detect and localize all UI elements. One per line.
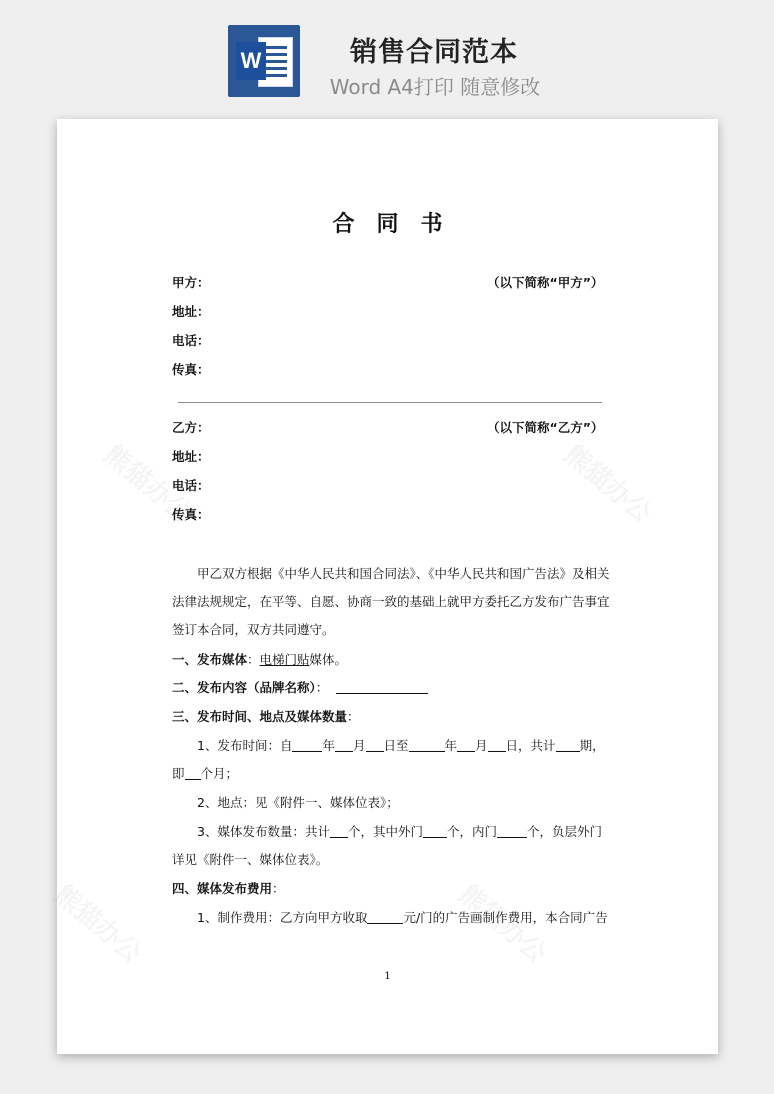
media-tail: 媒体。 bbox=[309, 652, 348, 667]
page-number: 1 bbox=[384, 971, 391, 982]
total-blank bbox=[330, 824, 348, 838]
document-page bbox=[57, 119, 718, 1054]
brand-name-blank bbox=[336, 680, 428, 694]
party-a-address: 地址： bbox=[172, 304, 210, 319]
outer-door-blank bbox=[423, 824, 447, 838]
text: 个月； bbox=[200, 766, 239, 781]
section-fees bbox=[172, 879, 285, 897]
watermark bbox=[557, 435, 660, 530]
year-blank bbox=[409, 738, 445, 752]
text: 年 bbox=[444, 738, 458, 753]
text: 日，共计 bbox=[505, 738, 556, 753]
section-heading: 二、发布内容（品牌名称） bbox=[172, 680, 316, 695]
text: 即 bbox=[172, 766, 185, 781]
template-title: 销售合同范本 bbox=[350, 37, 518, 68]
party-b-fax: 传真： bbox=[172, 507, 210, 522]
text: 年 bbox=[322, 738, 335, 753]
intro-line: 甲乙双方根据《中华人民共和国合同法》、《中华人民共和国广告法》及相关 bbox=[197, 566, 610, 581]
month-blank bbox=[335, 738, 353, 752]
month-blank bbox=[457, 738, 475, 752]
colon: ： bbox=[315, 680, 329, 695]
text: 个，其中外门 bbox=[347, 824, 423, 839]
text: 1、制作费用：乙方向甲方收取 bbox=[197, 910, 368, 925]
party-b-note: （以下简称“乙方”） bbox=[487, 420, 604, 435]
text: 个，内门 bbox=[446, 824, 497, 839]
period-blank bbox=[556, 738, 580, 752]
party-b-phone: 电话： bbox=[172, 478, 210, 493]
colon: ： bbox=[272, 881, 285, 896]
party-a-note: （以下简称“甲方”） bbox=[487, 275, 604, 290]
text: 日至 bbox=[383, 738, 409, 753]
text: 元/门的广告画制作费用，本合同广告 bbox=[403, 910, 608, 925]
watermark bbox=[47, 875, 150, 970]
text: 3、媒体发布数量：共计 bbox=[197, 824, 330, 839]
word-letter-badge: W bbox=[236, 42, 266, 80]
schedule-time-line bbox=[197, 736, 605, 754]
document-title: 合同书 bbox=[332, 212, 465, 237]
party-b-address: 地址： bbox=[172, 449, 210, 464]
party-a-phone: 电话： bbox=[172, 333, 210, 348]
day-blank bbox=[366, 738, 384, 752]
media-value: 电梯门贴 bbox=[259, 652, 310, 667]
section-heading: 四、媒体发布费用 bbox=[172, 881, 273, 896]
months-blank bbox=[185, 766, 201, 780]
intro-line: 签订本合同，双方共同遵守。 bbox=[172, 622, 335, 637]
day-blank bbox=[488, 738, 506, 752]
template-subtitle: Word A4打印 随意修改 bbox=[329, 75, 541, 99]
text: 个，负层外门 bbox=[527, 824, 603, 839]
word-icon bbox=[228, 25, 300, 97]
section-media bbox=[172, 650, 347, 668]
text: 期， bbox=[579, 738, 605, 753]
section-content bbox=[172, 678, 428, 696]
section-heading: 三、发布时间、地点及媒体数量 bbox=[172, 709, 348, 724]
party-a-label: 甲方： bbox=[172, 275, 210, 290]
colon: ： bbox=[347, 709, 360, 724]
text: 月 bbox=[475, 738, 488, 753]
inner-door-blank bbox=[497, 824, 527, 838]
party-a-fax: 传真： bbox=[172, 362, 210, 377]
section-heading: 一、发布媒体 bbox=[172, 652, 248, 667]
fee-blank bbox=[367, 910, 403, 924]
party-b-label: 乙方： bbox=[172, 420, 210, 435]
schedule-quantity-detail: 详见《附件一、媒体位表》。 bbox=[172, 852, 329, 867]
intro-line: 法律法规规定，在平等、自愿、协商一致的基础上就甲方委托乙方发布广告事宜 bbox=[172, 594, 610, 609]
schedule-location: 2、地点：见《附件一、媒体位表》； bbox=[197, 795, 399, 810]
schedule-quantity-line bbox=[197, 822, 602, 840]
header-banner bbox=[0, 0, 774, 112]
fees-production-line bbox=[197, 908, 608, 926]
schedule-months-line bbox=[172, 764, 238, 782]
year-blank bbox=[292, 738, 322, 752]
text: 月 bbox=[352, 738, 366, 753]
colon: ： bbox=[247, 652, 260, 667]
party-separator bbox=[178, 402, 602, 403]
section-schedule bbox=[172, 707, 360, 725]
text: 1、发布时间：自 bbox=[197, 738, 293, 753]
